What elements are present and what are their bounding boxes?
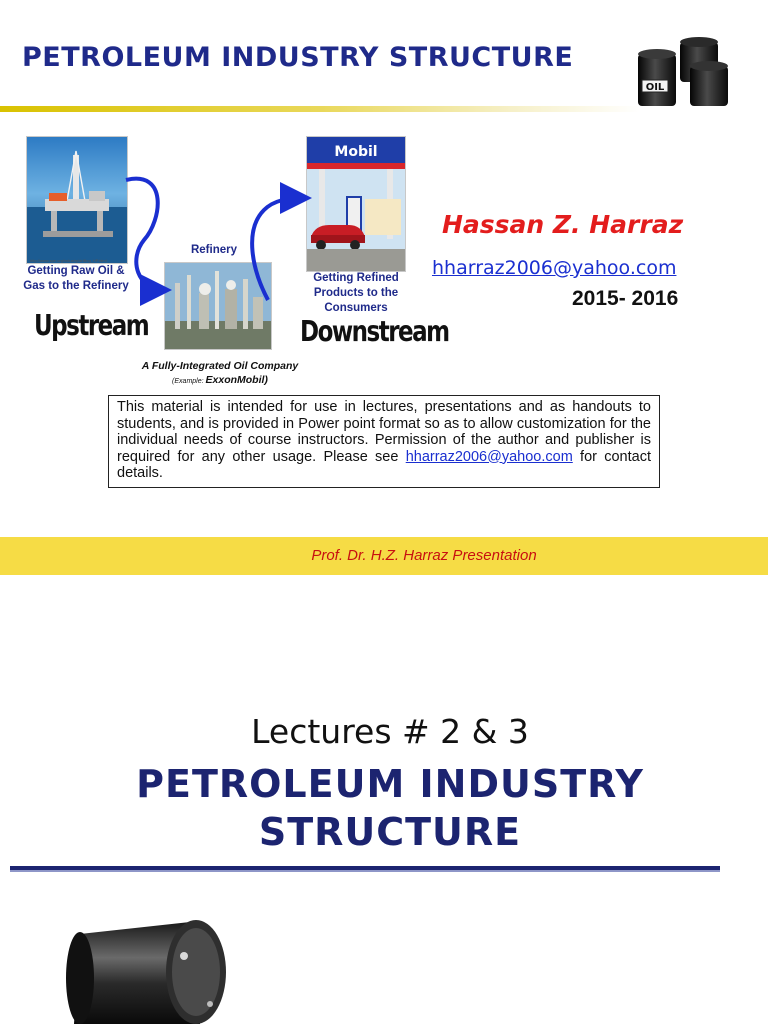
- label-upstream: Upstream: [34, 310, 149, 343]
- usage-notice: [108, 395, 660, 488]
- slide2-title-line1: PETROLEUM INDUSTRY: [136, 762, 644, 806]
- company-line: A Fully-Integrated Oil Company: [141, 360, 299, 372]
- author-name: Hassan Z. Harraz: [442, 210, 684, 239]
- notice-suffix: for contact details.: [117, 448, 651, 481]
- example-company: ExxonMobil): [205, 374, 268, 386]
- image-credit: http://www.spe.org/industry/drilling_HP.html: [30, 258, 107, 263]
- slide2-title-rule: [10, 866, 720, 872]
- company-caption: [140, 359, 300, 389]
- oil-barrels-image: [632, 36, 732, 110]
- barrel-label: OIL: [645, 82, 665, 93]
- gas-station-image: [306, 136, 406, 272]
- academic-years: 2015- 2016: [572, 287, 679, 310]
- caption-refinery: Refinery: [190, 244, 238, 256]
- offshore-rig-image: [26, 136, 128, 264]
- label-downstream: Downstream: [300, 316, 449, 349]
- caption-upstream: Getting Raw Oil & Gas to the Refinery: [23, 265, 129, 292]
- mobil-sign: Mobil: [334, 144, 378, 160]
- caption-downstream: Getting Refined Products to the Consumers: [313, 272, 399, 314]
- notice-text: This material is intended for use in lectures, presentations and as handouts to students, and is provided in Power point format so as to allow customization for the individual needs of course instructors. Permission of the author and publisher is required for any other usage. Please see: [117, 399, 651, 465]
- slide2-title-line2: STRUCTURE: [258, 810, 522, 854]
- arrow-upstream-to-refinery: [126, 179, 164, 290]
- company-example: [140, 373, 300, 389]
- lectures-heading: Lectures # 2 & 3: [251, 712, 529, 751]
- author-email-link[interactable]: hharraz2006@yahoo.com: [432, 257, 677, 279]
- footer-text: Prof. Dr. H.Z. Harraz Presentation: [311, 547, 537, 564]
- example-prefix: (Example:: [172, 378, 206, 385]
- title-underline: [0, 106, 640, 112]
- slide2-title: [0, 760, 768, 856]
- slide-title: PETROLEUM INDUSTRY STRUCTURE: [22, 42, 574, 73]
- oil-barrel-image: [50, 916, 230, 1024]
- notice-email-link[interactable]: hharraz2006@yahoo.com: [405, 448, 573, 465]
